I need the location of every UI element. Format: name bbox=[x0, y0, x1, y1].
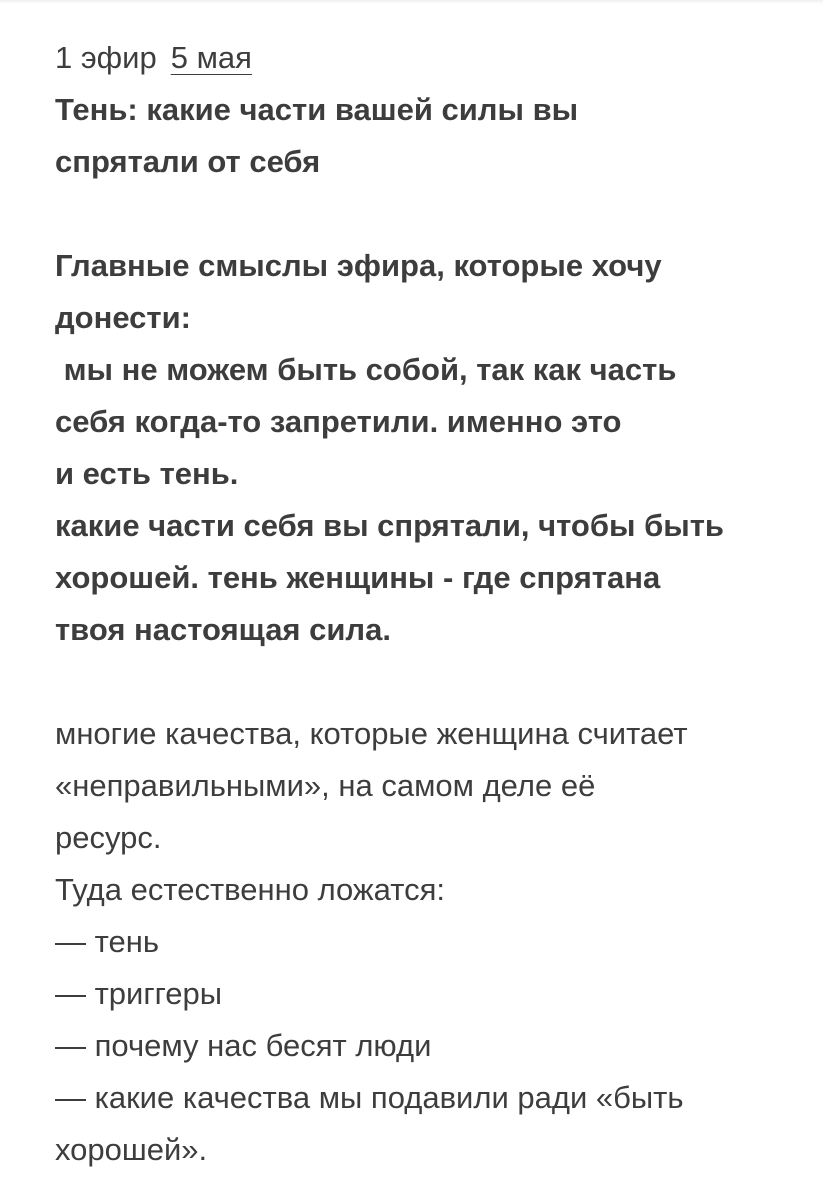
main-line-6: какие части себя вы спрятали, чтобы быть bbox=[55, 508, 724, 543]
main-line-7: хорошей. тень женщины - где спрятана bbox=[55, 560, 661, 595]
body-line-3: ресурс. bbox=[55, 820, 162, 855]
main-line-2: донести: bbox=[55, 300, 191, 335]
title-line-2: спрятали от себя bbox=[55, 144, 321, 179]
main-line-4: себя когда-то запретили. именно это bbox=[55, 404, 622, 439]
paragraph-spacer bbox=[55, 656, 800, 708]
episode-header bbox=[55, 32, 800, 84]
note-content bbox=[55, 32, 800, 1176]
episode-label: 1 эфир bbox=[55, 40, 157, 75]
main-line-3: мы не можем быть собой, так как часть bbox=[55, 352, 677, 387]
list-item-qualities: — какие качества мы подавили ради «быть bbox=[55, 1080, 684, 1115]
main-line-1: Главные смыслы эфира, которые хочу bbox=[55, 248, 662, 283]
top-edge bbox=[0, 0, 823, 4]
list-item-shadow: — тень bbox=[55, 924, 159, 959]
list-item-triggers: — триггеры bbox=[55, 976, 223, 1011]
main-line-5: и есть тень. bbox=[55, 456, 239, 491]
list-item-qualities-cont: хорошей». bbox=[55, 1132, 208, 1167]
paragraph-spacer bbox=[55, 188, 800, 240]
list-item-people: — почему нас бесят люди bbox=[55, 1028, 432, 1063]
body-line-4: Туда естественно ложатся: bbox=[55, 872, 445, 907]
body-line-2: «неправильными», на самом деле её bbox=[55, 768, 596, 803]
main-line-8: твоя настоящая сила. bbox=[55, 612, 391, 647]
title-line-1: Тень: какие части вашей силы вы bbox=[55, 92, 579, 127]
body-line-1: многие качества, которые женщина считает bbox=[55, 716, 688, 751]
episode-date-link[interactable]: 5 мая bbox=[170, 40, 252, 75]
